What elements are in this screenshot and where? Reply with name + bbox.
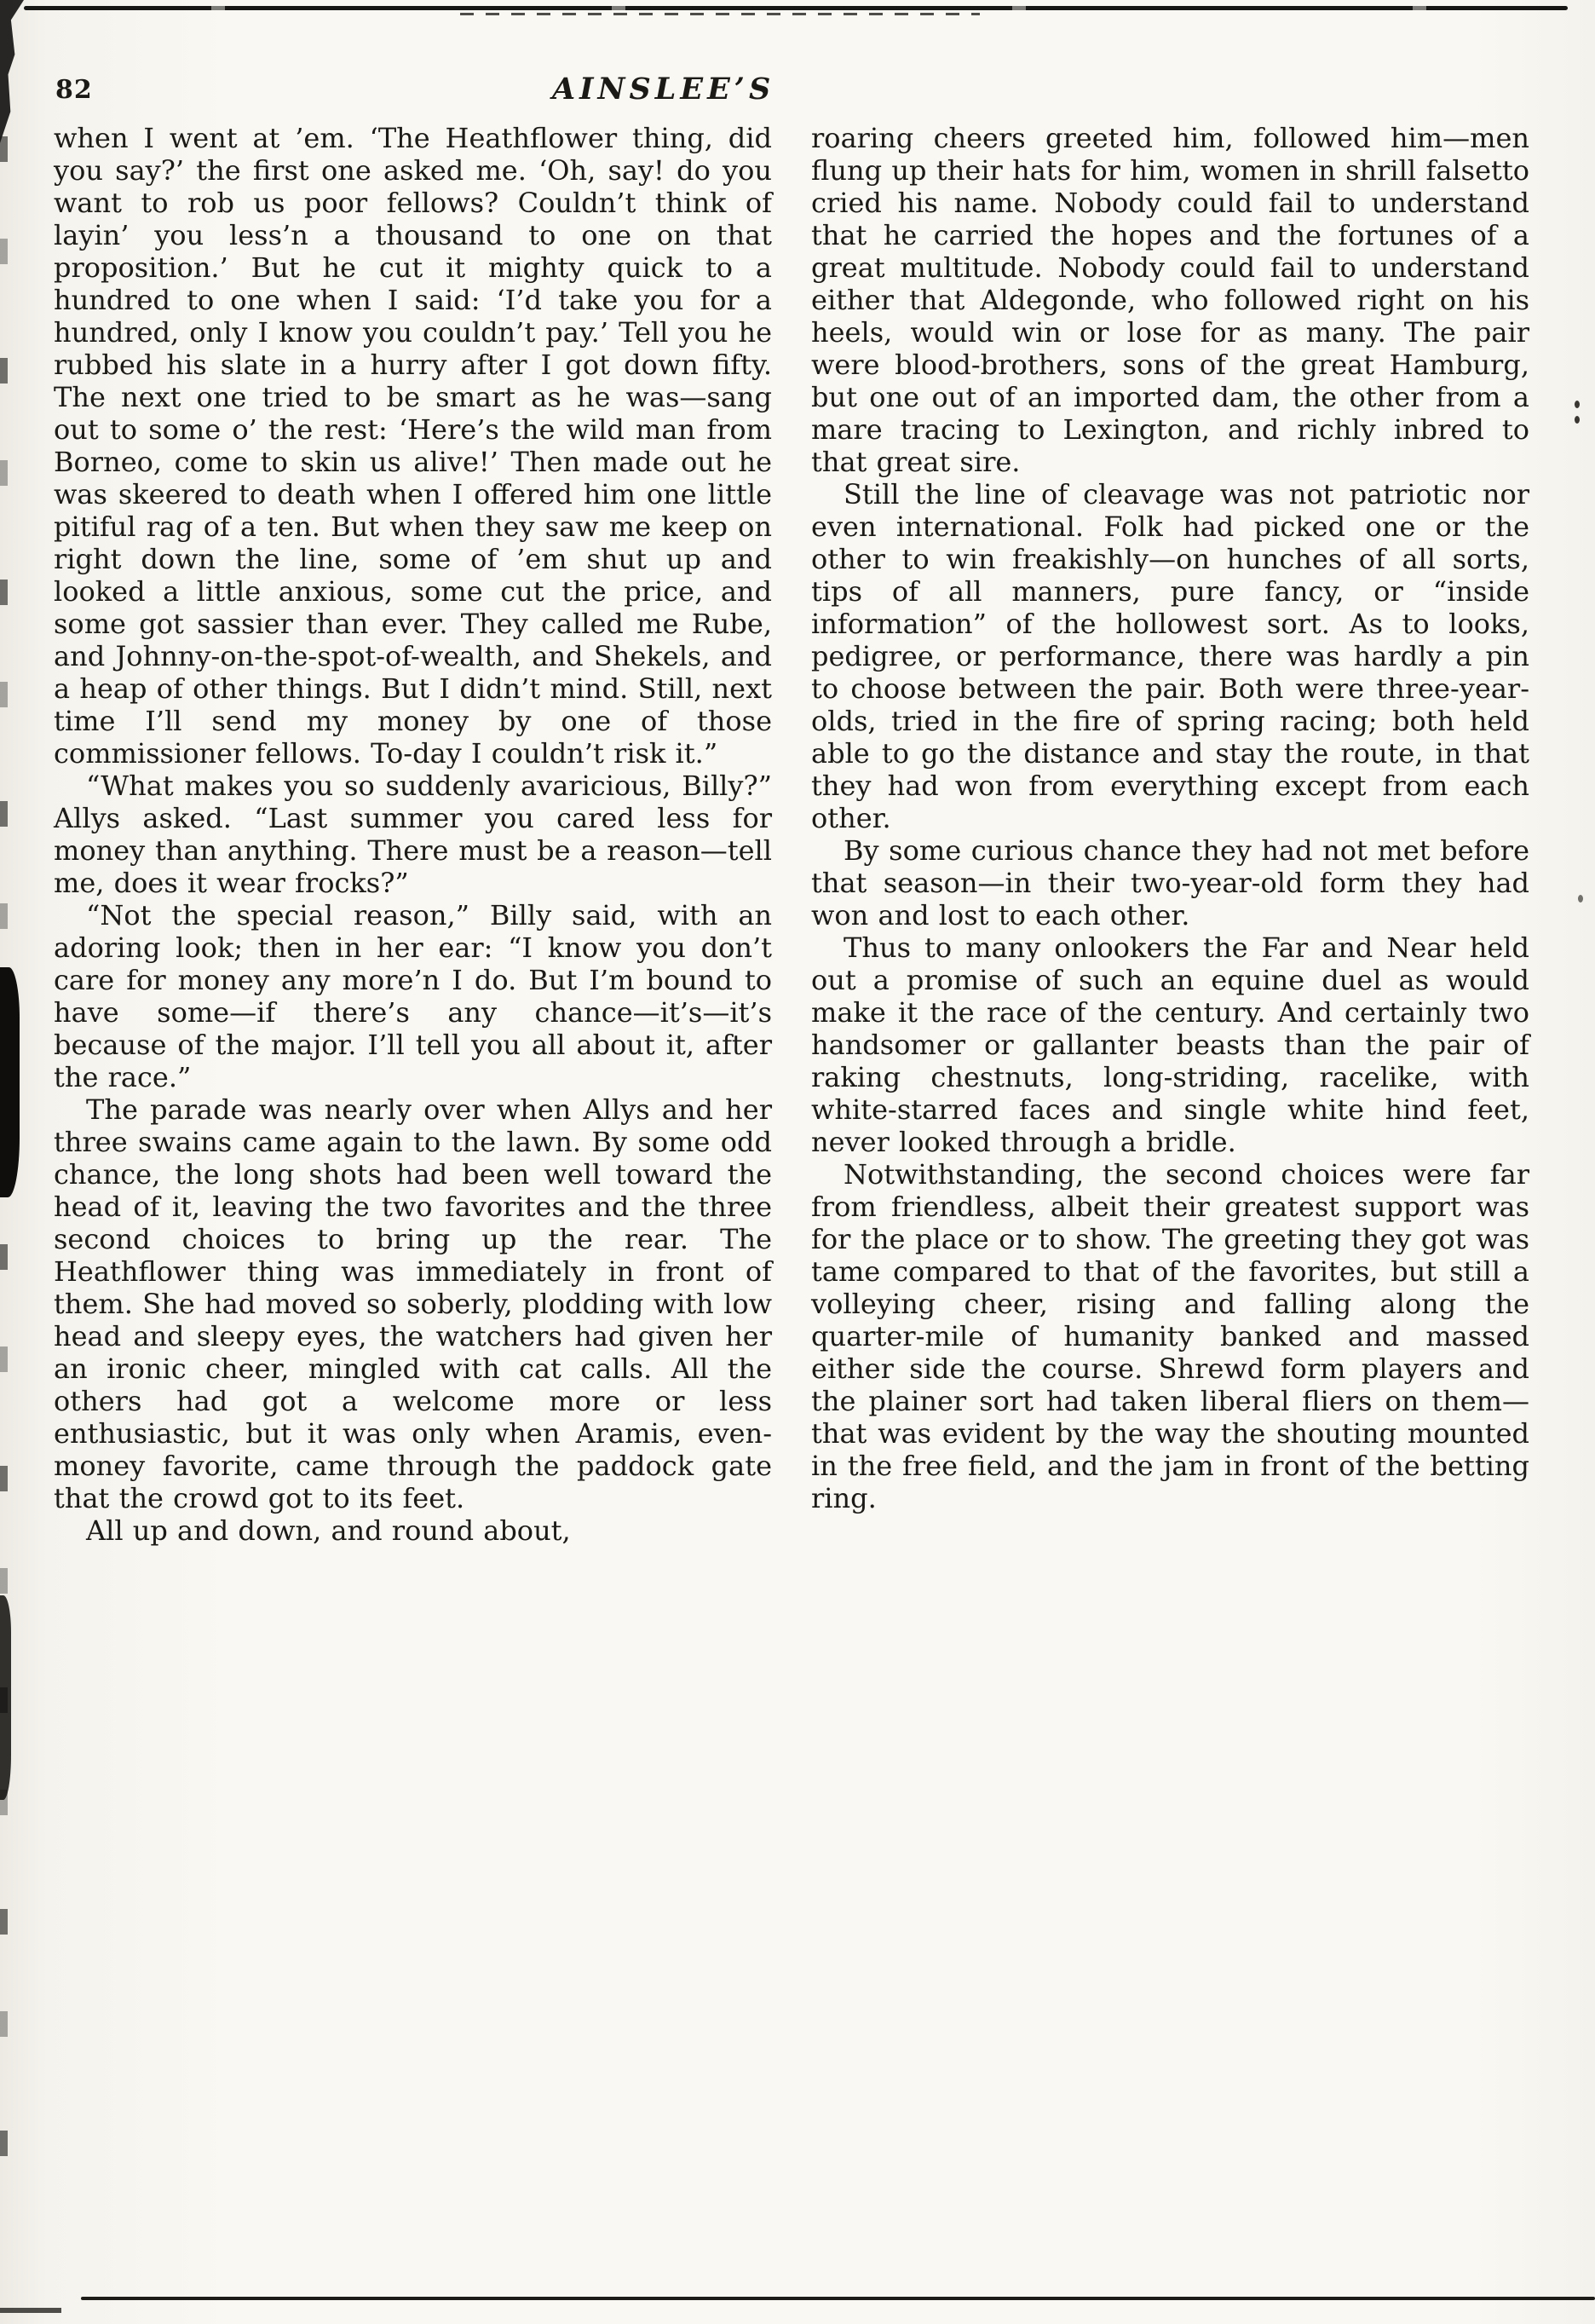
- paragraph: “Not the special reason,” Billy said, with an adoring look; then in her ear: “I know you don’t care for money any more’n I do. But I’m bound to have some—if there’s any chance—it’s—it’s because of the major. I’ll tell you all about it, after the race.”: [54, 899, 772, 1093]
- scan-artifact-left-binding-streak: [0, 136, 8, 2216]
- scan-artifact-bottom-edge-line: [81, 2297, 1595, 2300]
- paragraph: “What makes you so suddenly avaricious, Billy?” Allys asked. “Last summer you cared less for money than anything. There must be a reason—tell me, does it wear frocks?”: [54, 770, 772, 899]
- left-column: [54, 122, 772, 1547]
- right-column: [811, 122, 1529, 1547]
- scan-artifact-left-blob-small: [0, 1595, 11, 1800]
- paragraph: when I went at ’em. ‘The Heathflower thing, did you say?’ the first one asked me. ‘Oh, say! do you want to rob us poor fellows? Couldn’t think of layin’ you less’n a thousand to one on that proposition.’ But he cut it mighty quick to a hundred to one when I said: ‘I’d take you for a hundred, only I know you couldn’t pay.’ Tell you he rubbed his slate in a hurry after I got down fifty. The next one tried to be smart as he was—sang out to some o’ the rest: ‘Here’s the wild man from Borneo, come to skin us alive!’ Then made out he was skeered to death when I offered him one little pitiful rag of a ten. But when they saw me keep on right down the line, some of ’em shut up and looked a little anxious, some cut the price, and some got sassier than ever. They called me Rube, and Johnny-on-the-spot-of-wealth, and Shekels, and a heap of other things. But I didn’t mind. Still, next time I’ll send my money by one of those commissioner fellows. To-day I couldn’t risk it.”: [54, 122, 772, 770]
- page-number: 82: [55, 75, 93, 105]
- scan-artifact-left-blob-large: [0, 967, 20, 1197]
- scan-artifact-bottom-left-tick: [0, 2308, 61, 2313]
- running-head: [54, 72, 1529, 109]
- scan-artifact-top-edge-line: [24, 6, 1568, 10]
- paragraph: Still the line of cleavage was not patriotic nor even international. Folk had picked one or the other to win freakishly—on hunches of all sorts, tips of all manners, pure fancy, or “inside information” of the hollowest sort. As to looks, pedigree, or performance, there was hardly a pin to choose between the pair. Both were three-year-olds, tried in the fire of spring racing; both held able to go the distance and stay the route, in that they had won from everything except from each other.: [811, 478, 1529, 834]
- journal-title: AINSLEE’S: [552, 72, 775, 107]
- scan-artifact-right-speck: [1575, 401, 1580, 408]
- paragraph: By some curious chance they had not met before that season—in their two-year-old form they had won and lost to each other.: [811, 834, 1529, 931]
- paragraph: Thus to many onlookers the Far and Near held out a promise of such an equine duel as would make it the race of the century. And certainly two handsomer or gallanter beasts than the pair of raking chestnuts, long-striding, racelike, with white-starred faces and single white hind feet, never looked through a bridle.: [811, 931, 1529, 1158]
- paragraph: The parade was nearly over when Allys and her three swains came again to the lawn. By some odd chance, the long shots had been well toward the head of it, leaving the two favorites and the three second choices to bring up the rear. The Heathflower thing was immediately in front of them. She had moved so soberly, plodding with low head and sleepy eyes, the watchers had given her an ironic cheer, mingled with cat calls. All the others had got a welcome more or less enthusiastic, but it was only when Aramis, even-money favorite, came through the paddock gate that the crowd got to its feet.: [54, 1093, 772, 1514]
- body-text-block: [54, 122, 1529, 1547]
- paragraph: All up and down, and round about,: [86, 1514, 571, 1547]
- paragraph: roaring cheers greeted him, followed him—men flung up their hats for him, women in shrill falsetto cried his name. Nobody could fail to understand that he carried the hopes and the fortunes of a great multitude. Nobody could fail to understand either that Aldegonde, who followed right on his heels, would win or lose for as many. The pair were blood-brothers, sons of the great Hamburg, but one out of an imported dam, the other from a mare tracing to Lexington, and richly inbred to that great sire.: [811, 122, 1529, 478]
- scan-artifact-top-dashes: [460, 13, 980, 15]
- scan-artifact-corner-mark: [0, 0, 24, 143]
- paragraph: Notwithstanding, the second choices were far from friendless, albeit their greatest support was for the place or to show. The greeting they got was tame compared to that of the favorites, but still a volleying cheer, rising and falling along the quarter-mile of humanity banked and massed either side the course. Shrewd form players and the plainer sort had taken liberal fliers on them—that was evident by the way the shouting mounted in the free field, and the jam in front of the betting ring.: [811, 1158, 1529, 1514]
